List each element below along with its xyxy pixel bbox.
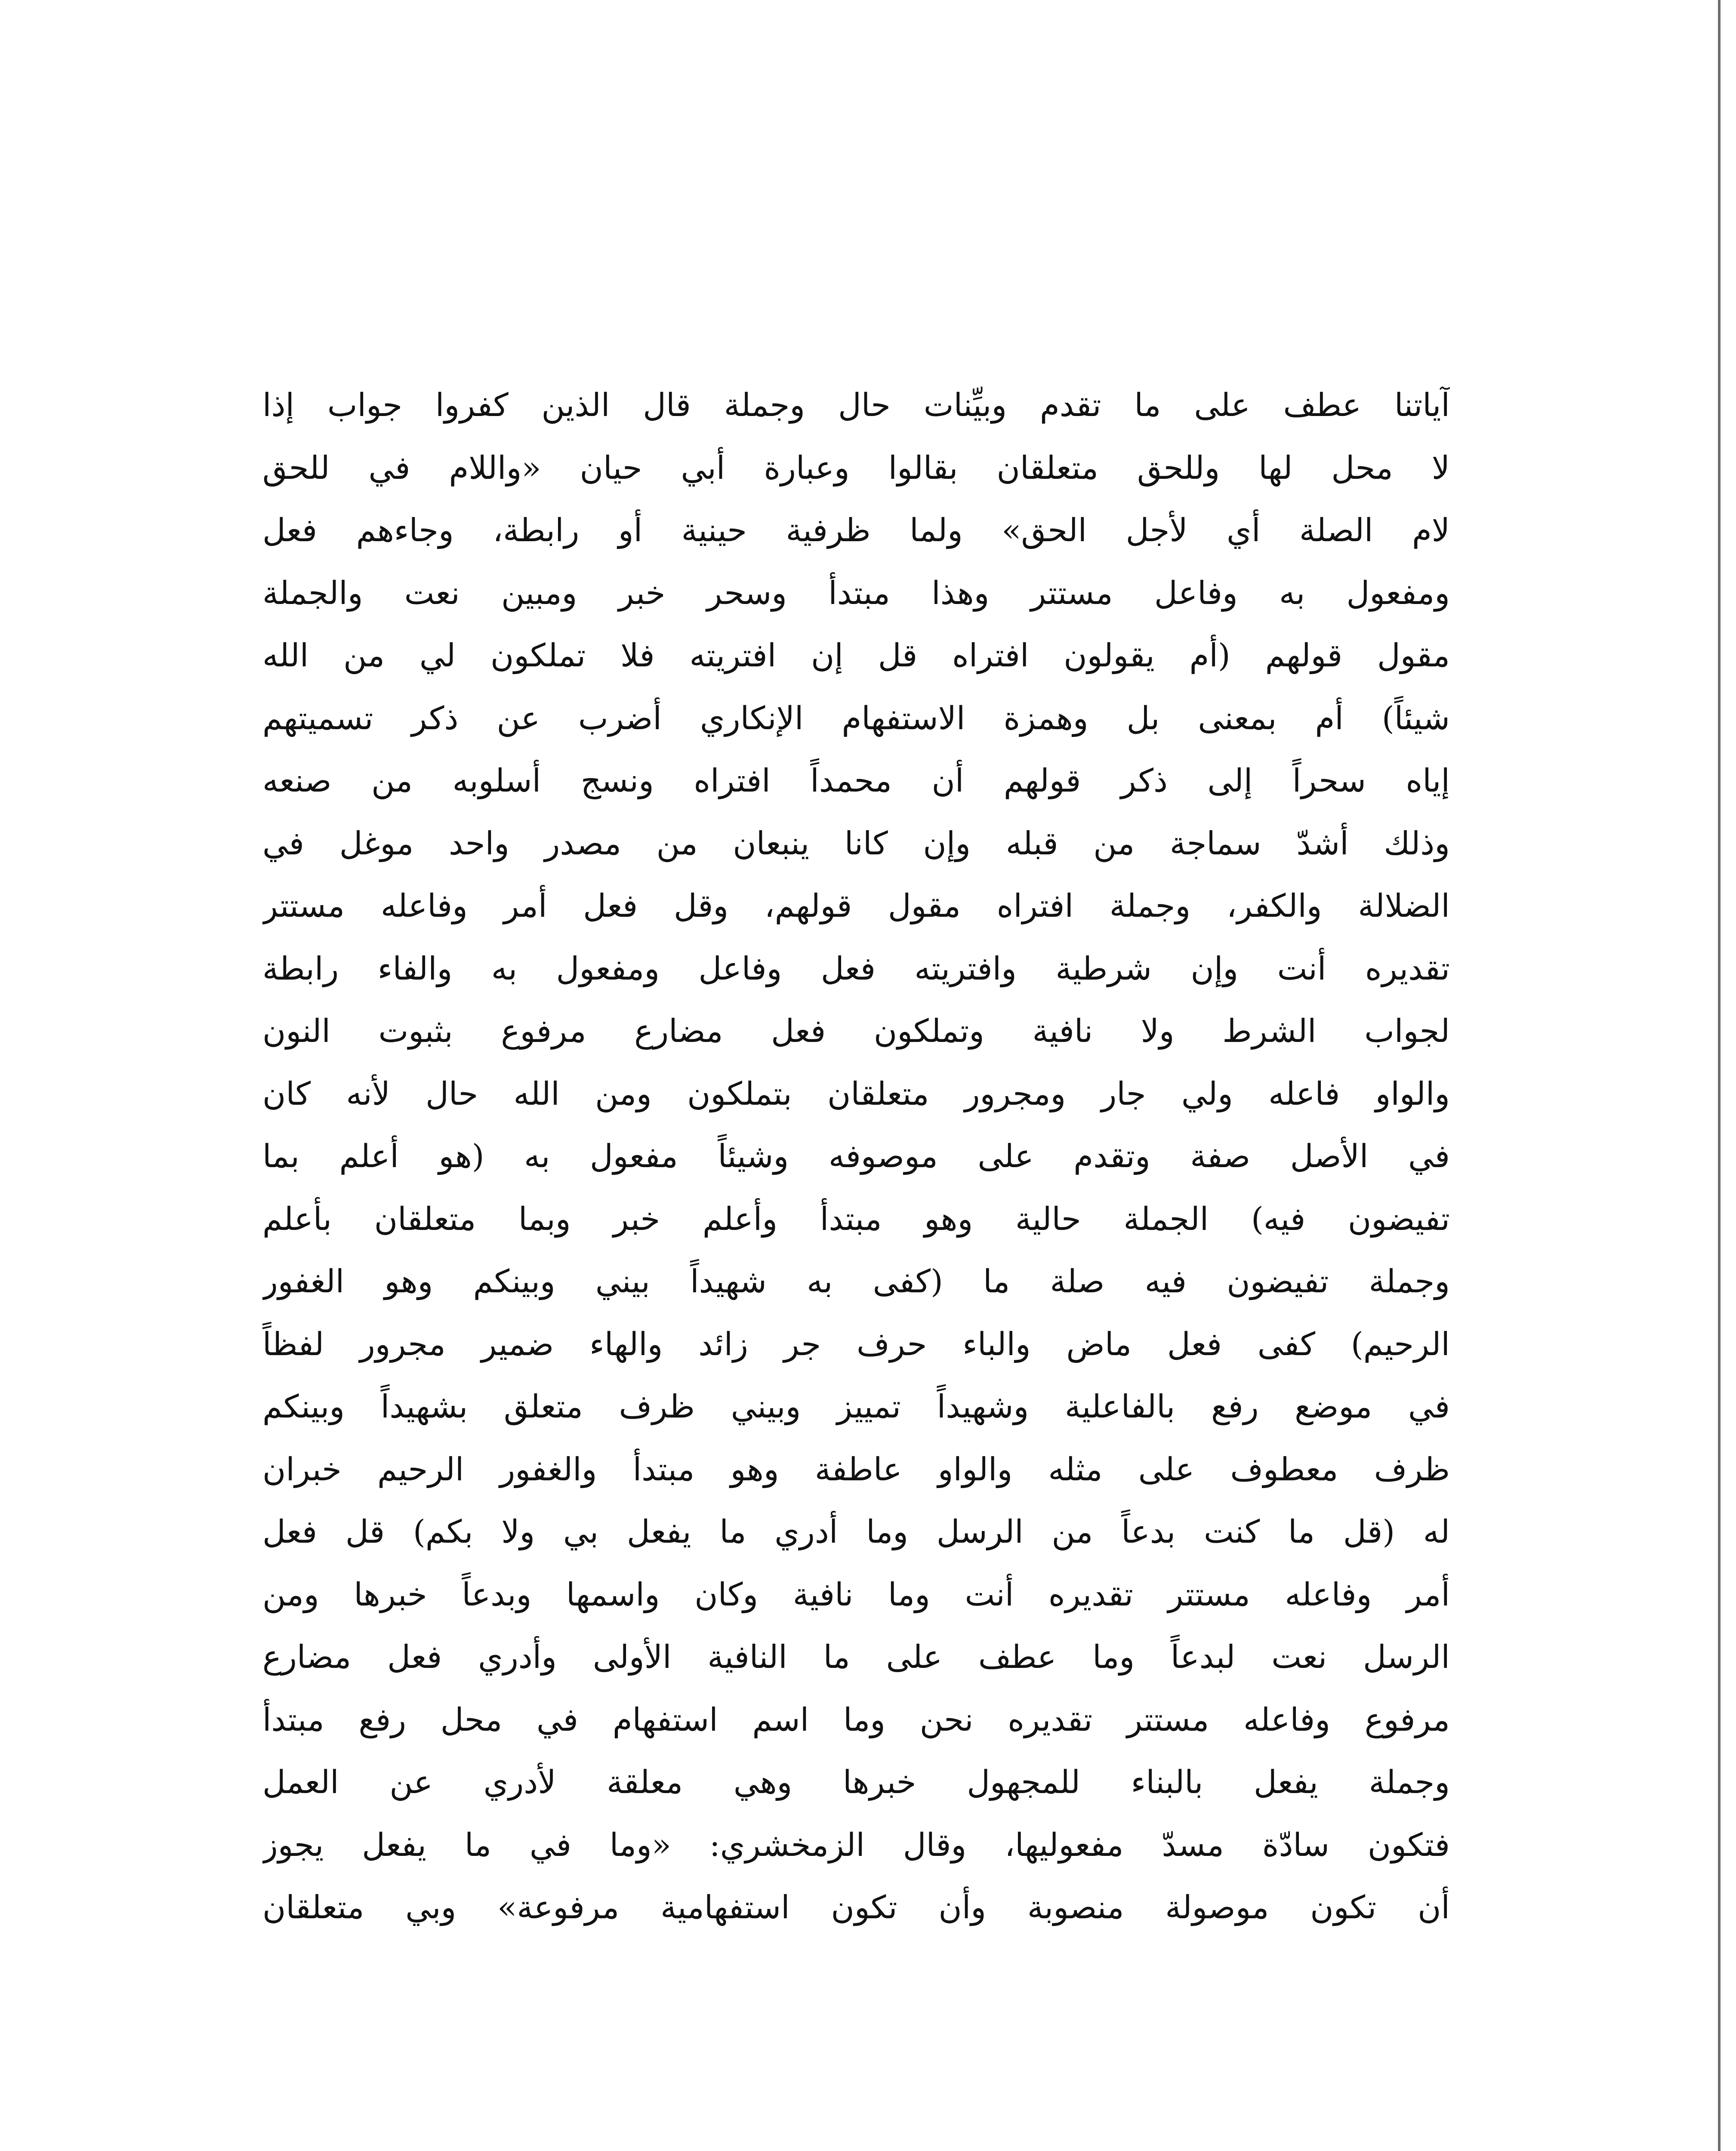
text-line-23: وجملة يفعل بالبناء للمجهول خبرها وهي معلقة لأدري عن العمل [262, 1764, 1450, 1801]
text-line-5: مقول قولهم (أم يقولون افتراه قل إن افتريته فلا تملكون لي من الله [262, 637, 1450, 674]
text-line-9: الضلالة والكفر، وجملة افتراه مقول قولهم، وقل فعل أمر وفاعله مستتر [262, 888, 1450, 924]
scan-edge-line [1718, 0, 1721, 2151]
text-line-4: ومفعول به وفاعل مستتر وهذا مبتدأ وسحر خبر ومبين نعت والجملة [262, 574, 1450, 612]
text-line-3: لام الصلة أي لأجل الحق» ولما ظرفية حينية أو رابطة، وجاءهم فعل [262, 512, 1450, 549]
text-line-21: الرسل نعت لبدعاً وما عطف على ما النافية الأولى وأدري فعل مضارع [262, 1639, 1450, 1676]
text-line-7: إياه سحراً إلى ذكر قولهم أن محمداً افتراه ونسج أسلوبه من صنعه [262, 762, 1450, 799]
text-line-6: شيئاً) أم بمعنى بل وهمزة الاستفهام الإنكاري أضرب عن ذكر تسميتهم [262, 700, 1450, 737]
text-line-12: والواو فاعله ولي جار ومجرور متعلقان بتملكون ومن الله حال لأنه كان [262, 1075, 1450, 1112]
text-line-2: لا محل لها وللحق متعلقان بقالوا وعبارة أبي حيان «واللام في للحق [262, 449, 1450, 487]
text-line-20: أمر وفاعله مستتر تقديره أنت وما نافية وكان واسمها وبدعاً خبرها ومن [262, 1576, 1450, 1613]
text-line-22: مرفوع وفاعله مستتر تقديره نحن وما اسم استفهام في محل رفع مبتدأ [262, 1701, 1450, 1738]
text-line-14: تفيضون فيه) الجملة حالية وهو مبتدأ وأعلم خبر وبما متعلقان بأعلم [262, 1200, 1450, 1238]
text-line-11: لجواب الشرط ولا نافية وتملكون فعل مضارع مرفوع بثبوت النون [262, 1013, 1450, 1050]
text-line-13: في الأصل صفة وتقدم على موصوفه وشيئاً مفعول به (هو أعلم بما [262, 1138, 1450, 1175]
text-line-17: في موضع رفع بالفاعلية وشهيداً تمييز وبيني ظرف متعلق بشهيداً وبينكم [262, 1388, 1450, 1425]
text-line-25: أن تكون موصولة منصوبة وأن تكون استفهامية مرفوعة» وبي متعلقان [262, 1889, 1450, 1926]
text-line-18: ظرف معطوف على مثله والواو عاطفة وهو مبتدأ والغفور الرحيم خبران [262, 1451, 1450, 1488]
text-line-16: الرحيم) كفى فعل ماض والباء حرف جر زائد والهاء ضمير مجرور لفظاً [262, 1325, 1450, 1363]
text-line-24: فتكون سادّة مسدّ مفعوليها، وقال الزمخشري: «وما في ما يفعل يجوز [262, 1826, 1450, 1864]
body-text [262, 374, 1450, 1939]
text-line-1: آياتنا عطف على ما تقدم وبيِّنات حال وجملة قال الذين كفروا جواب إذا [262, 387, 1450, 424]
text-line-10: تقديره أنت وإن شرطية وافتريته فعل وفاعل ومفعول به والفاء رابطة [262, 950, 1450, 987]
text-line-8: وذلك أشدّ سماجة من قبله وإن كانا ينبعان من مصدر واحد موغل في [262, 825, 1450, 862]
text-line-19: له (قل ما كنت بدعاً من الرسل وما أدري ما يفعل بي ولا بكم) قل فعل [262, 1513, 1450, 1550]
text-line-15: وجملة تفيضون فيه صلة ما (كفى به شهيداً بيني وبينكم وهو الغفور [262, 1263, 1450, 1300]
